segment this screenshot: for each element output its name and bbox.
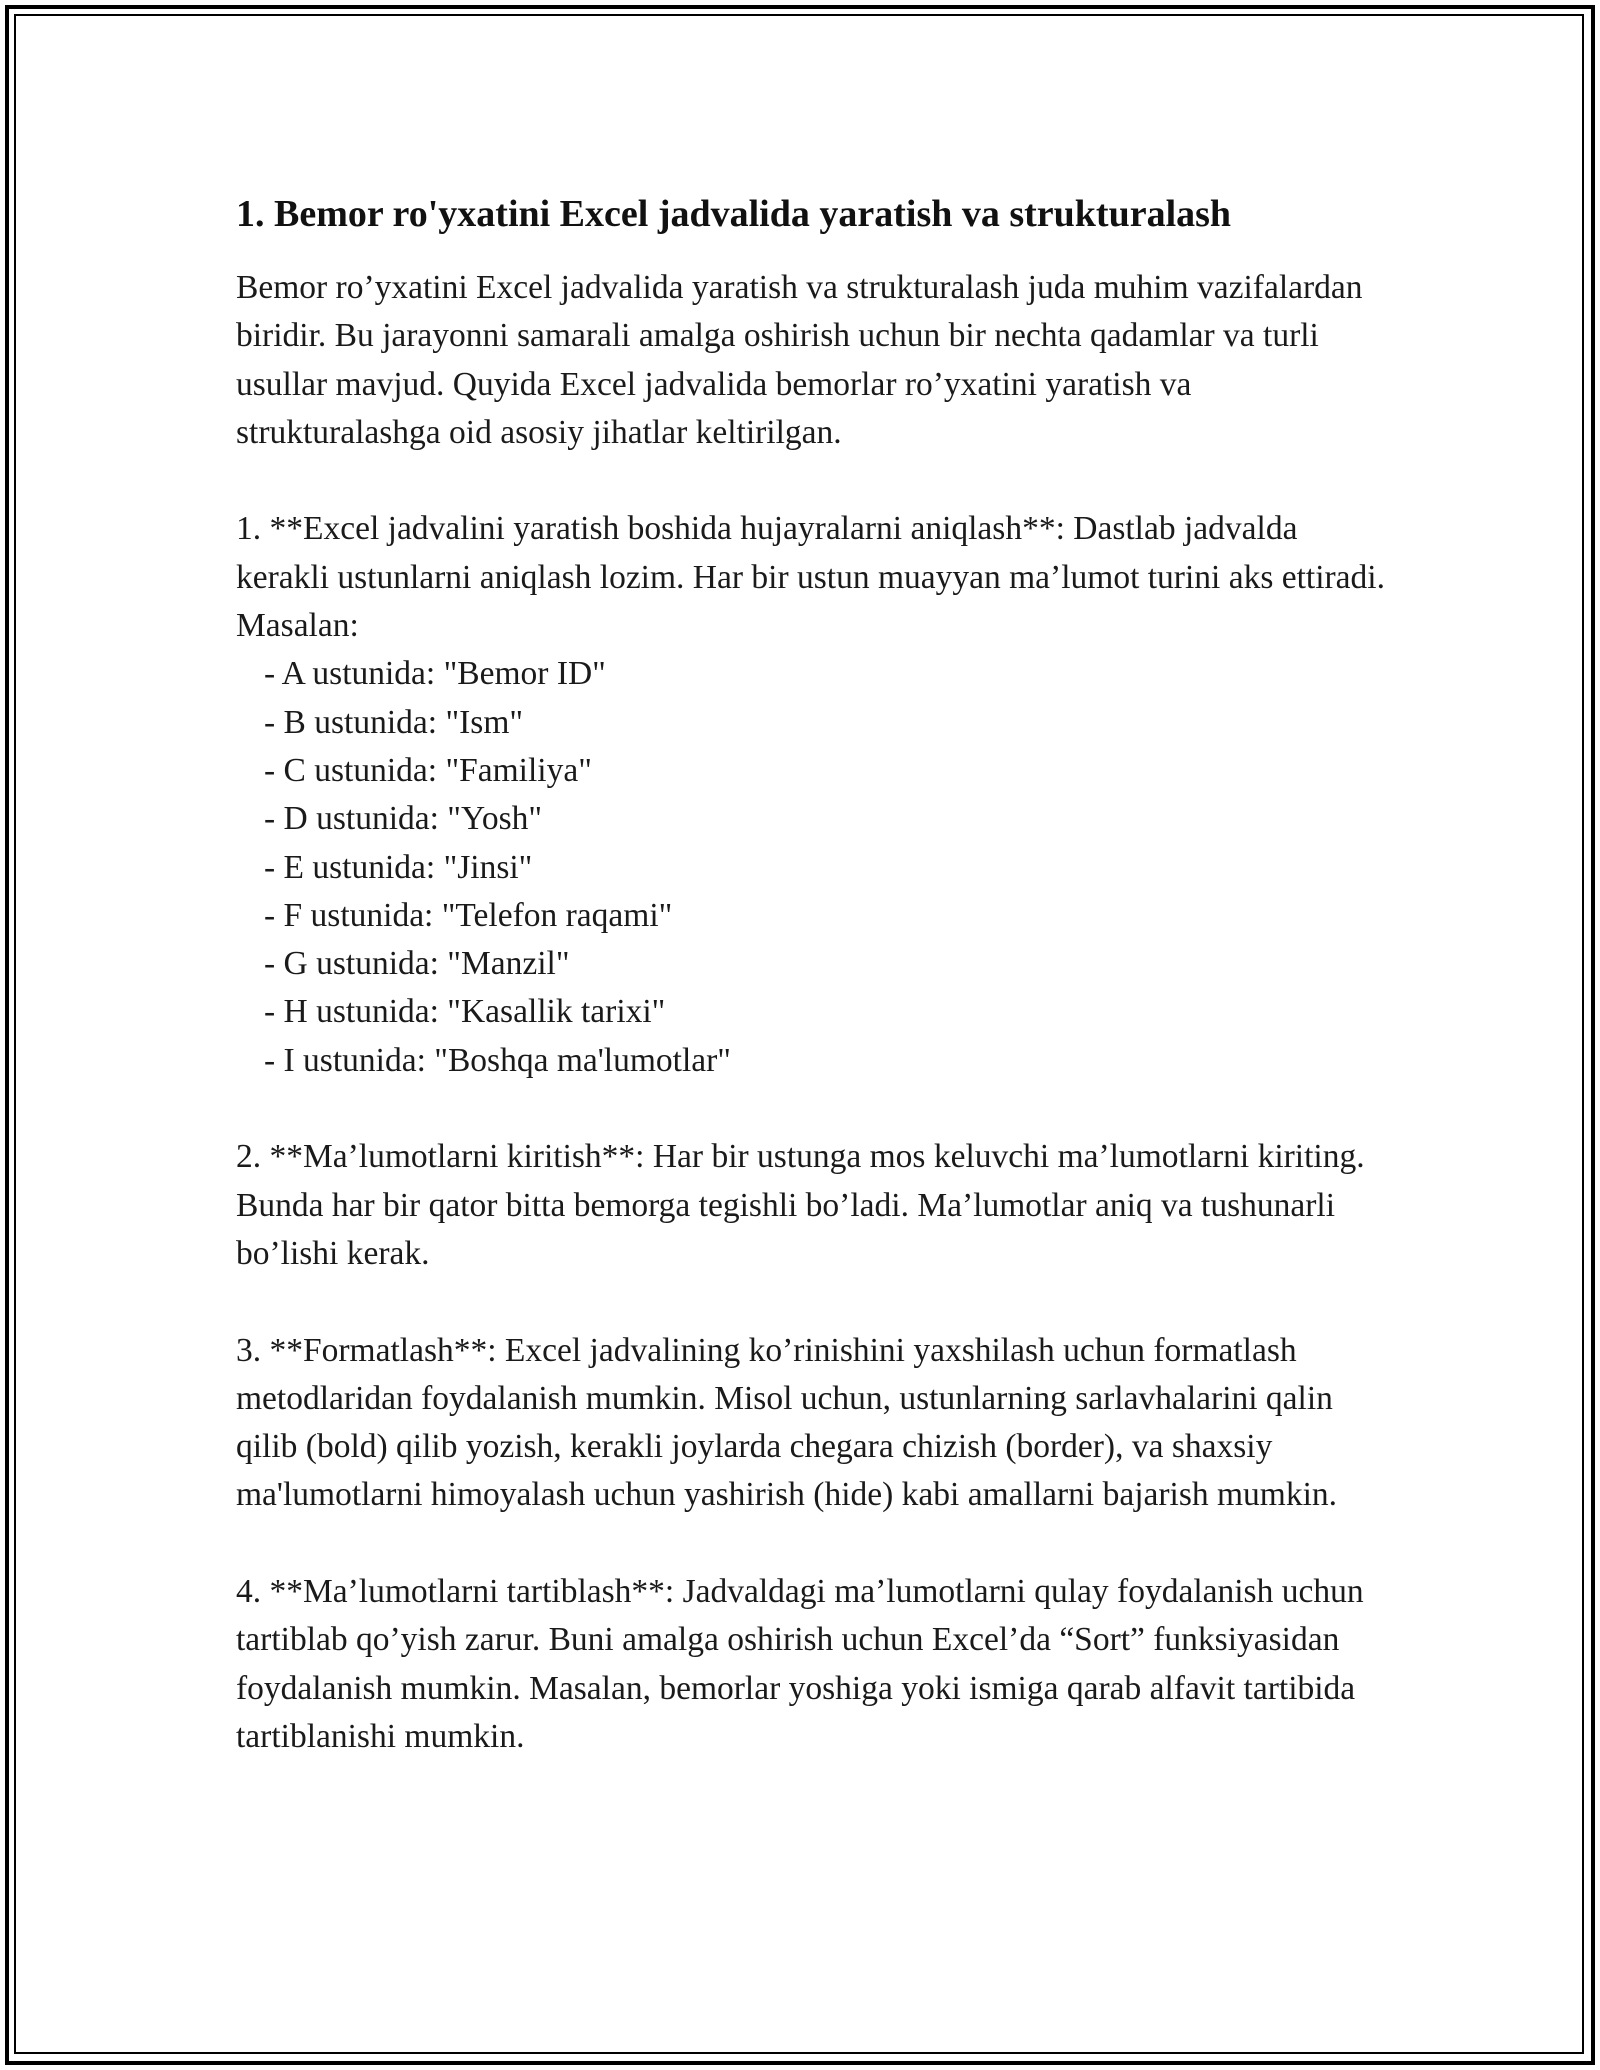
paragraph-gap	[236, 457, 1386, 505]
list-item: - G ustunida: "Manzil"	[264, 945, 570, 983]
intro-paragraph: Bemor ro’yxatini Excel jadvalida yaratish va strukturalash juda muhim vazifalardan biridir. Bu jarayonni samarali amalga oshirish uchun bir nechta qadamlar va turli usullar mavjud. Quyida Excel jadvalida bemorlar ro’yxatini yaratish va strukturalashga oid asosiy jihatlar keltirilgan.	[236, 269, 1371, 451]
list-item: - C ustunida: "Familiya"	[264, 751, 592, 789]
list-item: - I ustunida: "Boshqa ma'lumotlar"	[264, 1041, 731, 1079]
list-item: - H ustunida: "Kasallik tarixi"	[264, 993, 666, 1031]
section-2-paragraph: 2. **Ma’lumotlarni kiritish**: Har bir ustunga mos keluvchi ma’lumotlarni kiriting. Bunda har bir qator bitta bemorga tegishli bo’ladi. Ma’lumotlar aniq va tushunarli bo’lishi kerak.	[236, 1138, 1373, 1272]
paragraph-gap	[236, 1520, 1386, 1568]
list-item: - A ustunida: "Bemor ID"	[264, 655, 606, 693]
section-4-paragraph: 4. **Ma’lumotlarni tartiblash**: Jadvaldagi ma’lumotlarni qulay foydalanish uchun tartiblab qo’yish zarur. Buni amalga oshirish uchun Excel’da “Sort” funksiyasidan foydalanish mumkin. Masalan, bemorlar yoshiga yoki ismiga qarab alfavit tartibida tartiblanishi mumkin.	[236, 1573, 1372, 1755]
paragraph-gap	[236, 1278, 1386, 1326]
paragraph-gap	[236, 1085, 1386, 1133]
list-item: - D ustunida: "Yosh"	[264, 800, 543, 838]
document-body	[236, 186, 1394, 1761]
list-item: - B ustunida: "Ism"	[264, 703, 524, 741]
list-item: - E ustunida: "Jinsi"	[264, 848, 533, 886]
document-title: 1. Bemor ro'yxatini Excel jadvalida yaratish va strukturalash	[236, 193, 1232, 235]
list-item: - F ustunida: "Telefon raqami"	[264, 896, 673, 934]
section-3-paragraph: 3. **Formatlash**: Excel jadvalining ko’rinishini yaxshilash uchun formatlash metodlaridan foydalanish mumkin. Misol uchun, ustunlarning sarlavhalarini qalin qilib (bold) qilib yozish, kerakli joylarda chegara chizish (border), va shaxsiy ma'lumotlarni himoyalash uchun yashirish (hide) kabi amallarni bajarish mumkin.	[236, 1331, 1342, 1514]
section-1-paragraph: 1. **Excel jadvalini yaratish boshida hujayralarni aniqlash**: Dastlab jadvalda kerakli ustunlarni aniqlash lozim. Har bir ustun muayyan ma’lumot turini aks ettiradi. Masalan:	[236, 510, 1394, 645]
column-list	[236, 650, 1386, 1085]
